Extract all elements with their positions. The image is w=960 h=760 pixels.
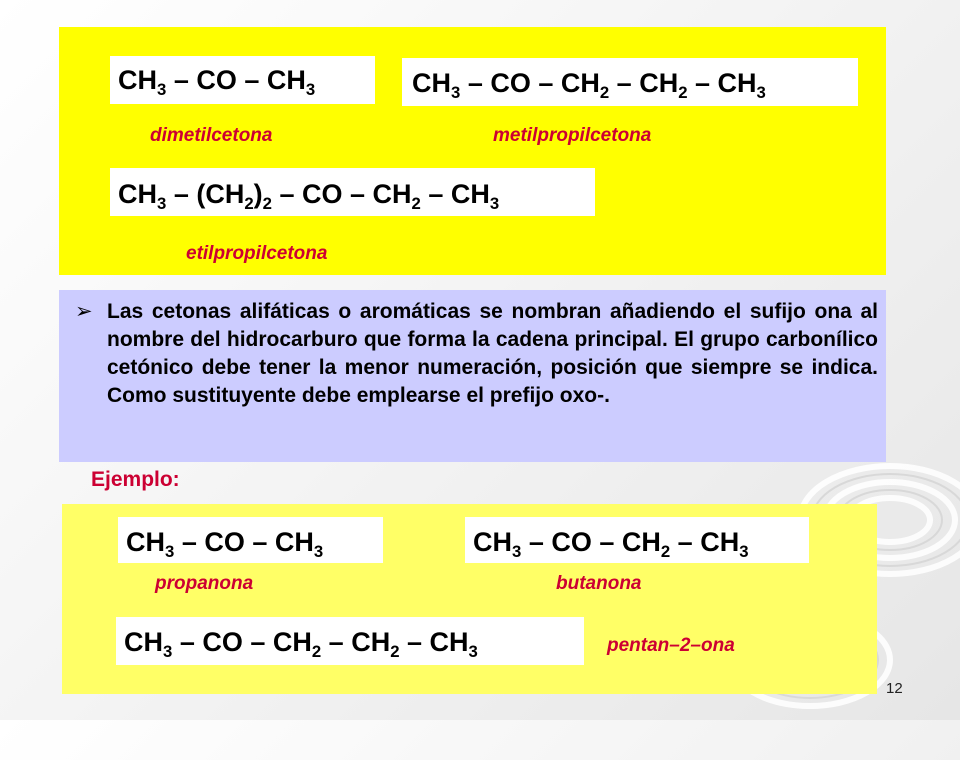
description-text: Las cetonas alifáticas o aromáticas se nombran añadiendo el sufijo ona al nombre del hidrocarburo que forma la cadena principal. El grupo carbonílico cetónico debe tener la menor numeración, posición que siempre se indica. Como sustituyente debe emplearse el prefijo oxo-. [107, 300, 878, 407]
label-propanona: propanona [155, 573, 254, 594]
label-metilpropilcetona: metilpropilcetona [493, 125, 652, 146]
label-etilpropilcetona: etilpropilcetona [186, 243, 328, 264]
formula-dimetilcetona: $CH_3$ – CO – $CH_3$ [110, 56, 375, 104]
description-block [75, 298, 878, 410]
example-heading: Ejemplo: [91, 468, 180, 491]
arrow-bullet-icon: ➢ [75, 300, 93, 323]
label-pentan-2-ona: pentan–2–ona [607, 635, 735, 656]
label-butanona: butanona [556, 573, 642, 594]
formula-propanona: $CH_3$ – CO – $CH_3$ [118, 517, 383, 563]
label-dimetilcetona: dimetilcetona [150, 125, 273, 146]
formula-metilpropilcetona: $CH_3$ – CO – $CH_2 - CH_2 - CH_3$ [402, 58, 858, 106]
formula-pentan-2-ona: $CH_3$ – CO – $CH_2 - CH_2 - CH_3$ [116, 617, 584, 665]
formula-etilpropilcetona: $CH_3 - (CH_2)_2$ – CO – $CH_2 - CH_3$ [110, 168, 595, 216]
formula-butanona: $CH_3$ – CO – $CH_2 - CH_3$ [465, 517, 809, 563]
page-number: 12 [886, 680, 903, 697]
